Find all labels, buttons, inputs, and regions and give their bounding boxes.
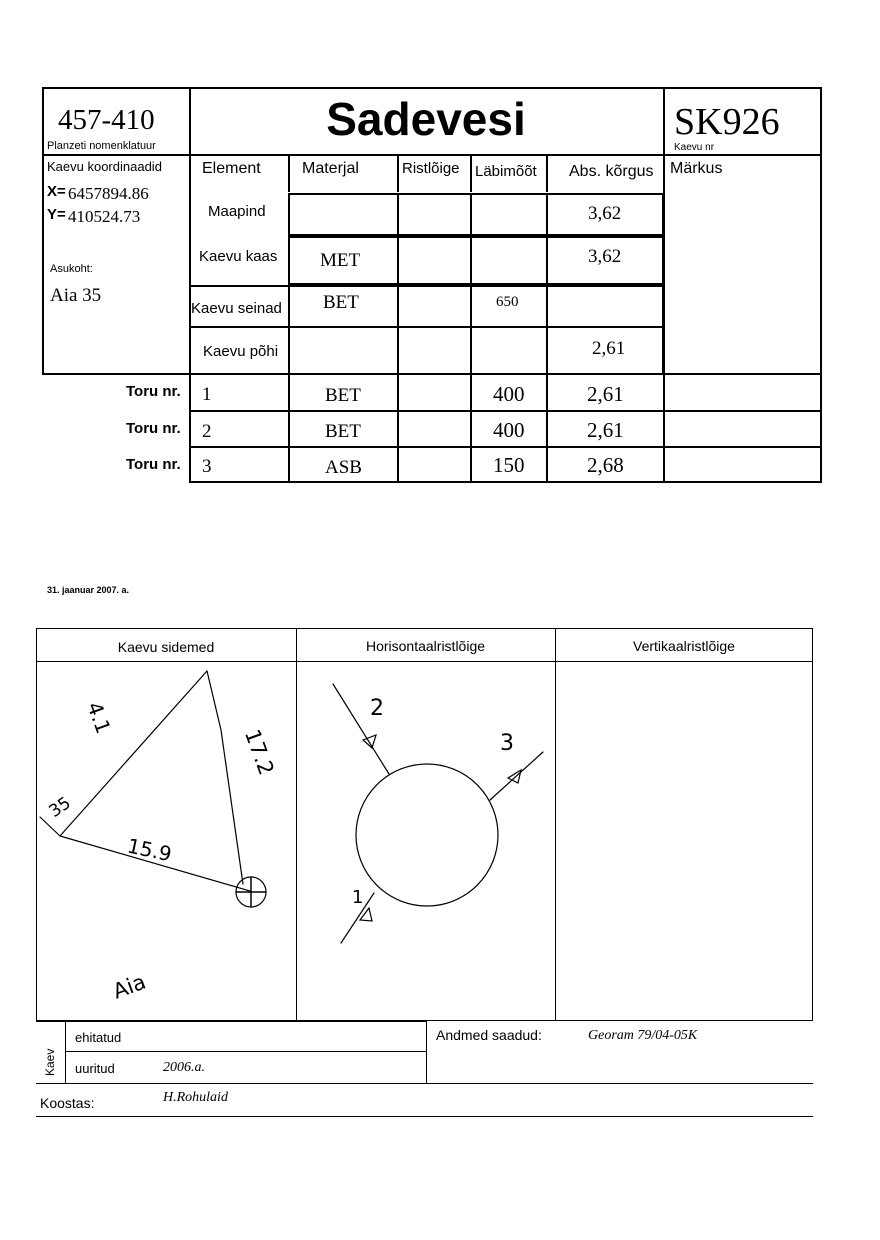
pipe-diameter: 150 [493, 453, 525, 477]
pipe-material: BET [325, 385, 361, 406]
pipe-line-3 [490, 752, 543, 800]
y-value: 410524.73 [68, 207, 141, 226]
pipe-number-label: 1 [352, 887, 364, 908]
col-remarks: Märkus [670, 160, 723, 177]
well-number-label: Kaevu nr [674, 142, 715, 153]
surveyed-value: 2006.a. [163, 1060, 205, 1075]
location-label: Asukoht: [50, 263, 93, 275]
pipe-nr: 3 [202, 456, 212, 477]
well-number: SK926 [674, 101, 780, 143]
pipe-diameter: 400 [493, 418, 525, 442]
col-diameter: Läbimõõt [475, 163, 537, 180]
nomenclature-value: 457-410 [58, 104, 155, 136]
pipe-nr: 2 [202, 421, 212, 442]
col-abs-height: Abs. kõrgus [569, 163, 654, 180]
sketch-col-vertical: Vertikaalristlõige [633, 638, 735, 654]
source-label: Andmed saadud: [436, 1027, 542, 1043]
surveyed-label: uuritud [75, 1061, 115, 1076]
pipe-abs-height: 2,61 [587, 382, 624, 406]
street-label: Aia [109, 969, 149, 1004]
element-material: BET [323, 292, 359, 313]
element-name: Kaevu kaas [199, 248, 278, 265]
kaev-label: Kaev [43, 1048, 57, 1076]
location-value: Aia 35 [50, 285, 102, 306]
element-name: Kaevu põhi [203, 343, 279, 360]
element-material: MET [320, 250, 361, 271]
footer-line [36, 1083, 813, 1084]
footer-sep [65, 1021, 66, 1083]
nomenclature-label: Planzeti nomenklatuur [47, 140, 156, 152]
distance-label: 4.1 [82, 698, 116, 737]
pipe-label: Toru nr. [126, 420, 181, 437]
element-abs-height: 2,61 [592, 338, 626, 359]
distance-label: 17.2 [239, 726, 279, 779]
pipe-arrow [508, 770, 521, 783]
pipe-abs-height: 2,61 [587, 418, 624, 442]
x-label: X= [47, 183, 66, 200]
well-circle [356, 764, 498, 906]
pipe-number-label: 2 [370, 696, 384, 721]
pipe-diameter: 400 [493, 382, 525, 406]
element-abs-height: 3,62 [588, 203, 622, 224]
footer-line [36, 1021, 426, 1022]
author-value: H.Rohulaid [163, 1090, 228, 1105]
pipe-material: BET [325, 421, 361, 442]
x-value: 6457894.86 [68, 184, 149, 203]
distance-label: 15.9 [125, 833, 174, 867]
footer-line [65, 1051, 426, 1052]
coords-label: Kaevu koordinaadid [47, 159, 162, 174]
footer-line [36, 1116, 813, 1117]
element-diameter: 650 [496, 294, 519, 310]
col-material: Materjal [302, 160, 359, 177]
pipe-abs-height: 2,68 [587, 453, 624, 477]
page-title: Sadevesi [326, 93, 526, 145]
element-abs-height: 3,62 [588, 246, 622, 267]
y-label: Y= [47, 206, 66, 223]
element-name: Maapind [208, 203, 266, 220]
document-date: 31. jaanuar 2007. a. [47, 585, 130, 595]
house-number-label: 35 [45, 793, 75, 822]
footer-sep [426, 1021, 427, 1083]
pipe-label: Toru nr. [126, 383, 181, 400]
pipe-number-label: 3 [500, 731, 514, 756]
pipe-material: ASB [325, 457, 362, 478]
pipe-arrow [360, 908, 372, 921]
sketch-col-horizontal: Horisontaalristlõige [365, 638, 486, 654]
col-cross-section: Ristlõige [402, 160, 460, 177]
author-label: Koostas: [40, 1095, 95, 1111]
pipe-label: Toru nr. [126, 456, 181, 473]
link-line [207, 671, 243, 884]
pipe-arrow [363, 735, 376, 748]
element-name: Kaevu seinad [191, 300, 282, 317]
pipe-nr: 1 [202, 384, 212, 405]
source-value: Georam 79/04-05K [588, 1028, 698, 1043]
link-line [60, 671, 207, 836]
sketch-col-links: Kaevu sidemed [117, 639, 215, 655]
built-label: ehitatud [75, 1030, 122, 1045]
col-element: Element [202, 160, 261, 177]
